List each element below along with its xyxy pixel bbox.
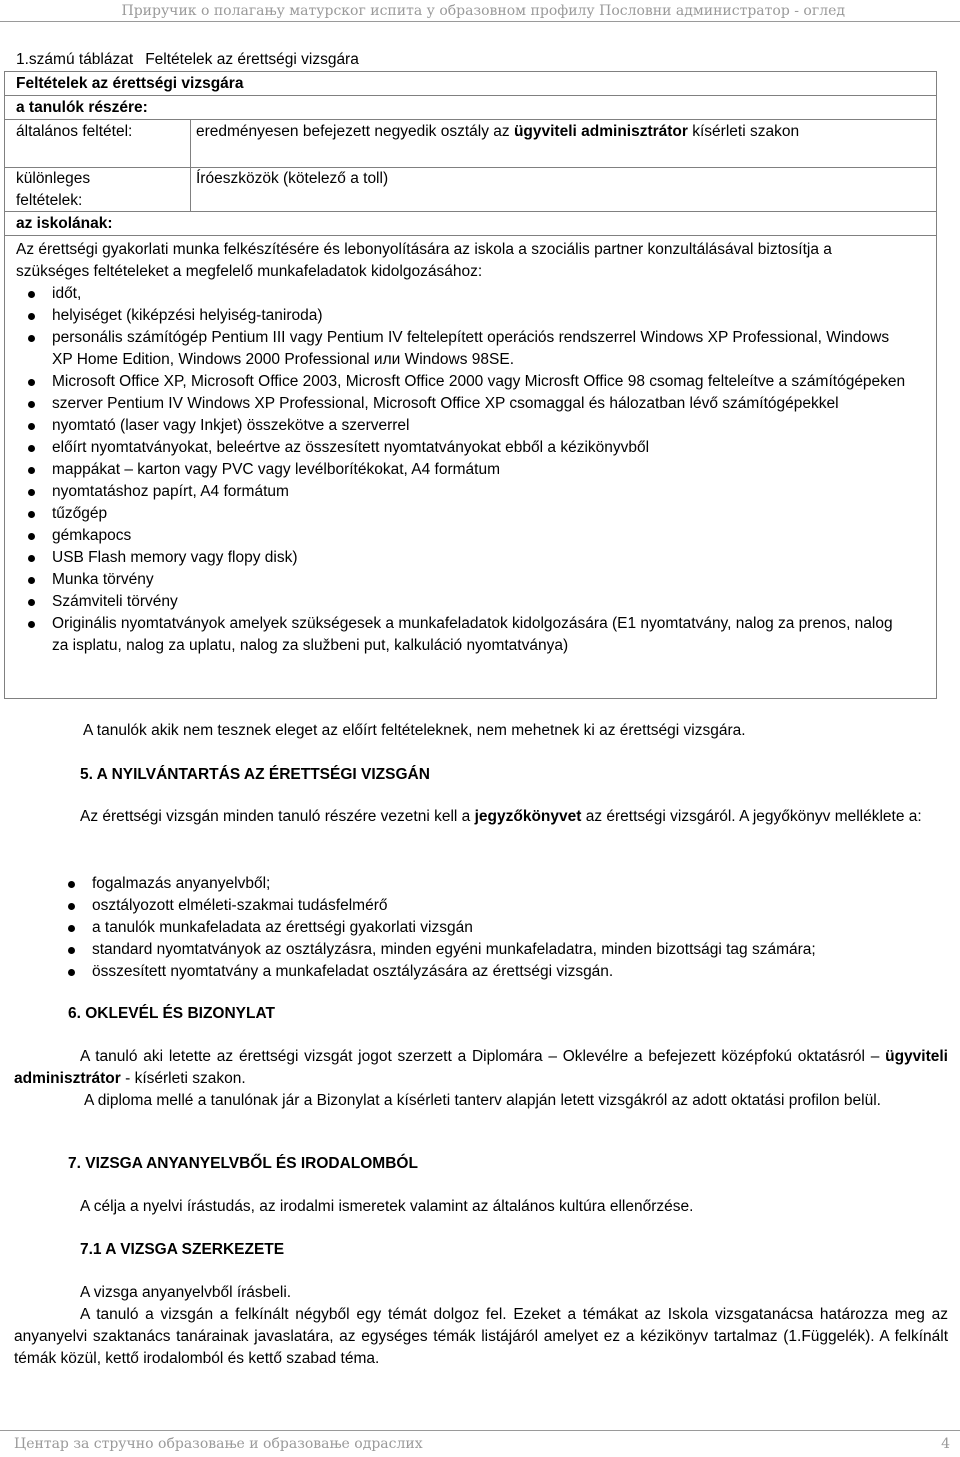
school-conditions-cell xyxy=(16,239,906,657)
special-condition-value: Íróeszközök (kötelező a toll) xyxy=(196,170,389,187)
students-heading-row xyxy=(5,96,936,120)
conditions-table xyxy=(4,71,937,699)
section-5-list-wrap xyxy=(56,873,956,983)
running-header: Приручик о полагању матурског испита у образовном профилу Пословни администратор - оглед xyxy=(0,0,960,22)
section-7-1-paragraphs: A vizsga anyanyelvből írásbeli. A tanuló a vizsgán a felkínált négyből egy témát dolgoz fel. Ezeket a témákat az Iskola vizsgatanácsa határozza meg az anyanyelvi szaktanács tanárainak javaslatára, az egységes témák listájáról amelyet ez a kézikönyv tartalmaz (1.Függelék). A felkínált témák közül, kettő irodalomból és kettő szabad téma. xyxy=(14,1284,948,1367)
list-item: tűzőgép xyxy=(16,503,906,525)
table-caption xyxy=(16,49,359,71)
table-title: Feltételek az érettségi vizsgára xyxy=(16,75,244,92)
students-heading: a tanulók részére: xyxy=(16,99,148,116)
list-item: Microsoft Office XP, Microsoft Office 2003, Microsft Office 2000 vagy Microsft Office 98 csomag felteleítve a számítógépeken xyxy=(16,371,906,393)
list-item: gémkapocs xyxy=(16,525,906,547)
section-5-list xyxy=(56,873,956,983)
list-item: időt, xyxy=(16,283,906,305)
general-condition-value: eredményesen befejezett negyedik osztály az ügyviteli adminisztrátor kísérleti szakon xyxy=(196,123,800,140)
table-title-row xyxy=(5,72,936,96)
not-allowed-paragraph: A tanulók akik nem tesznek eleget az előírt feltételeknek, nem mehetnek ki az érettségi vizsgára. xyxy=(83,722,746,739)
table-caption-title: Feltételek az érettségi vizsgára xyxy=(145,51,359,68)
list-item: standard nyomtatványok az osztályzásra, minden egyéni munkafeladatra, minden bizottsági tag számára; xyxy=(56,939,956,961)
list-item: Munka törvény xyxy=(16,569,906,591)
section-6-paragraphs: A tanuló aki letette az érettségi vizsgát jogot szerzett a Diplomára – Oklevélre a befejezett középfokú oktatásról – ügyviteli adminisztrátor - kísérleti szakon. A diploma mellé a tanulónak jár a Bizonylat a kísérleti tanterv alapján letett vizsgákról az adott oktatási profilon belül. xyxy=(14,1048,948,1109)
section-7-paragraph: A célja a nyelvi írástudás, az irodalmi ismeretek valamint az általános kultúra ellenőrzése. xyxy=(80,1198,694,1215)
general-condition-label: általános feltétel: xyxy=(16,123,133,140)
list-item: nyomtatáshoz papírt, A4 formátum xyxy=(16,481,906,503)
special-condition-label: különleges feltételek: xyxy=(16,170,91,209)
list-item: a tanulók munkafeladata az érettségi gyakorlati vizsgán xyxy=(56,917,956,939)
list-item: összesített nyomtatvány a munkafeladat osztályzására az érettségi vizsgán. xyxy=(56,961,956,983)
list-item: helyiséget (kiképzési helyiség-taniroda) xyxy=(16,305,906,327)
list-item: Originális nyomtatványok amelyek szükségesek a munkafeladatok kidolgozására (E1 nyomtatvány, nalog za prenos, nalog za isplatu, nalog za uplatu, nalog za službeni put, kalkuláció nyomtatványa) xyxy=(16,613,906,657)
list-item: Számviteli törvény xyxy=(16,591,906,613)
list-item: nyomtató (laser vagy Inkjet) összekötve a szerverrel xyxy=(16,415,906,437)
school-conditions-row xyxy=(5,236,936,698)
list-item: USB Flash memory vagy flopy disk) xyxy=(16,547,906,569)
list-item: előírt nyomtatványokat, beleértve az összesített nyomtatványokat ebből a kézikönyvből xyxy=(16,437,906,459)
special-condition-row xyxy=(5,168,936,212)
page-number: 4 xyxy=(941,1436,950,1452)
general-condition-row xyxy=(5,120,936,168)
footer-institution: Центар за стручно образовање и образовање одраслих xyxy=(14,1436,423,1452)
list-item: mappákat – karton vagy PVC vagy levélborítékokat, A4 formátum xyxy=(16,459,906,481)
list-item: osztályozott elméleti-szakmai tudásfelmérő xyxy=(56,895,956,917)
list-item: fogalmazás anyanyelvből; xyxy=(56,873,956,895)
school-heading: az iskolának: xyxy=(16,215,113,232)
list-item: personális számítógép Pentium III vagy Pentium IV feltelepített operációs rendszerrel Windows XP Professional, Windows XP Home Edition, Windows 2000 Professional или Windows 98SE. xyxy=(16,327,906,371)
section-5-paragraph: Az érettségi vizsgán minden tanuló részére vezetni kell a jegyzőkönyvet az érettségi vizsgáról. A jegyőkönyv melléklete a: xyxy=(80,808,922,825)
section-7-title: 7. VIZSGA ANYANYELVBŐL ÉS IRODALOMBÓL xyxy=(68,1155,418,1172)
section-6-title: 6. OKLEVÉL ÉS BIZONYLAT xyxy=(68,1005,275,1022)
table-caption-number: 1.számú táblázat xyxy=(16,51,134,68)
school-heading-row xyxy=(5,212,936,236)
school-items-list xyxy=(16,283,906,657)
page-footer xyxy=(0,1430,960,1456)
list-item: szerver Pentium IV Windows XP Professional, Microsoft Office XP csomaggal és hálozatban lévő számítógépekkel xyxy=(16,393,906,415)
section-7-1-title: 7.1 A VIZSGA SZERKEZETE xyxy=(80,1241,285,1258)
school-intro: Az érettségi gyakorlati munka felkészítésére és lebonyolítására az iskola a szociális partner konzultálásával biztosítja a szükséges feltételeket a megfelelő munkafeladatok kidolgozásához: xyxy=(16,241,832,280)
section-5-title: 5. A NYILVÁNTARTÁS AZ ÉRETTSÉGI VIZSGÁN xyxy=(80,766,430,783)
